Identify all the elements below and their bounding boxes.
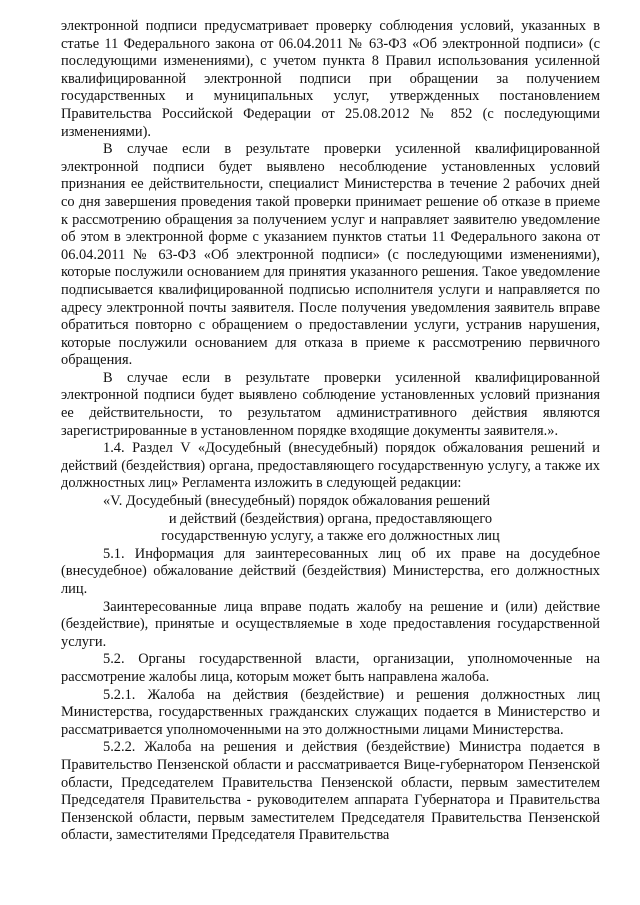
paragraph-continued: электронной подписи предусматривает проверку соблюдения условий, указанных в статье 11 Федерального закона от 06.04.2011 № 63-ФЗ «Об электронной подписи» (с последующими изменениями), с учетом пункта 8 Правил использования усиленной квалифицированной электронной подписи при обращении за получением государственных и муниципальных услуг, утвержденных постановлением Правительства Российской Федерации от 25.08.2012 № 852 (с последующими изменениями). — [61, 18, 600, 140]
clause-5-2-2: 5.2.2. Жалоба на решения и действия (бездействие) Министра подается в Правительство Пензенской области и рассматривается Вице-губернатором Пензенской области, Председателем Правительства Пензенской области, первым заместителем Председателя Правительства - руководителем аппарата Губернатора и Правительства Пензенской области, первым заместителем Председателя Правительства Пензенской области, заместителями Председателя Правительства — [61, 739, 600, 844]
paragraph-signature-invalid: В случае если в результате проверки усиленной квалифицированной электронной подписи будет выявлено несоблюдение установленных условий признания ее действительности, специалист Министерства в течение 2 рабочих дней со дня завершения проведения такой проверки принимает решение об отказе в приеме к рассмотрению обращения за получением услуг и направляет заявителю уведомление об этом в электронной форме с указанием пунктов статьи 11 Федерального закона от 06.04.2011 № 63-ФЗ «Об электронной подписи» (с последующими изменениями), которые послужили основанием для принятия указанного решения. Такое уведомление подписывается квалифицированной подписью исполнителя услуги и направляется по адресу электронной почты заявителя. После получения уведомления заявитель вправе обратиться повторно с обращением о предоставлении услуги, устранив нарушения, которые послужили основанием для отказа в приеме к рассмотрению первичного обращения. — [61, 141, 600, 369]
clause-5-2-1: 5.2.1. Жалоба на действия (бездействие) и решения должностных лиц Министерства, государственных гражданских служащих подается в Министерство и рассматривается уполномоченными на это должностными лицами Министерства. — [61, 686, 600, 738]
section-heading-line-1: «V. Досудебный (внесудебный) порядок обжалования решений — [103, 493, 491, 510]
section-heading-line-2: и действий (бездействия) органа, предоставляющего — [168, 510, 493, 527]
clause-5-1-right-to-appeal: Заинтересованные лица вправе подать жалобу на решение и (или) действие (бездействие), принятые и осуществляемые в ходе предоставления государственной услуги. — [61, 598, 600, 650]
paragraph-amendment-1-4: 1.4. Раздел V «Досудебный (внесудебный) порядок обжалования решений и действий (бездействия) органа, предоставляющего государственную услугу, а также их должностных лиц» Регламента изложить в следующей редакции: — [61, 440, 600, 492]
section-heading-line-3: государственную услугу, а также его должностных лиц — [161, 528, 500, 545]
clause-5-1: 5.1. Информация для заинтересованных лиц об их праве на досудебное (внесудебное) обжалование действий (бездействия) Министерства, его должностных лиц. — [61, 545, 600, 597]
paragraph-signature-valid: В случае если в результате проверки усиленной квалифицированной электронной подписи будет выявлено соблюдение установленных условий признания ее действительности, то результатом административного действия являются зарегистрированные в установленном порядке входящие документы заявителя.». — [61, 369, 600, 439]
clause-5-2: 5.2. Органы государственной власти, организации, уполномоченные на рассмотрение жалобы лица, которым может быть направлена жалоба. — [61, 651, 600, 685]
